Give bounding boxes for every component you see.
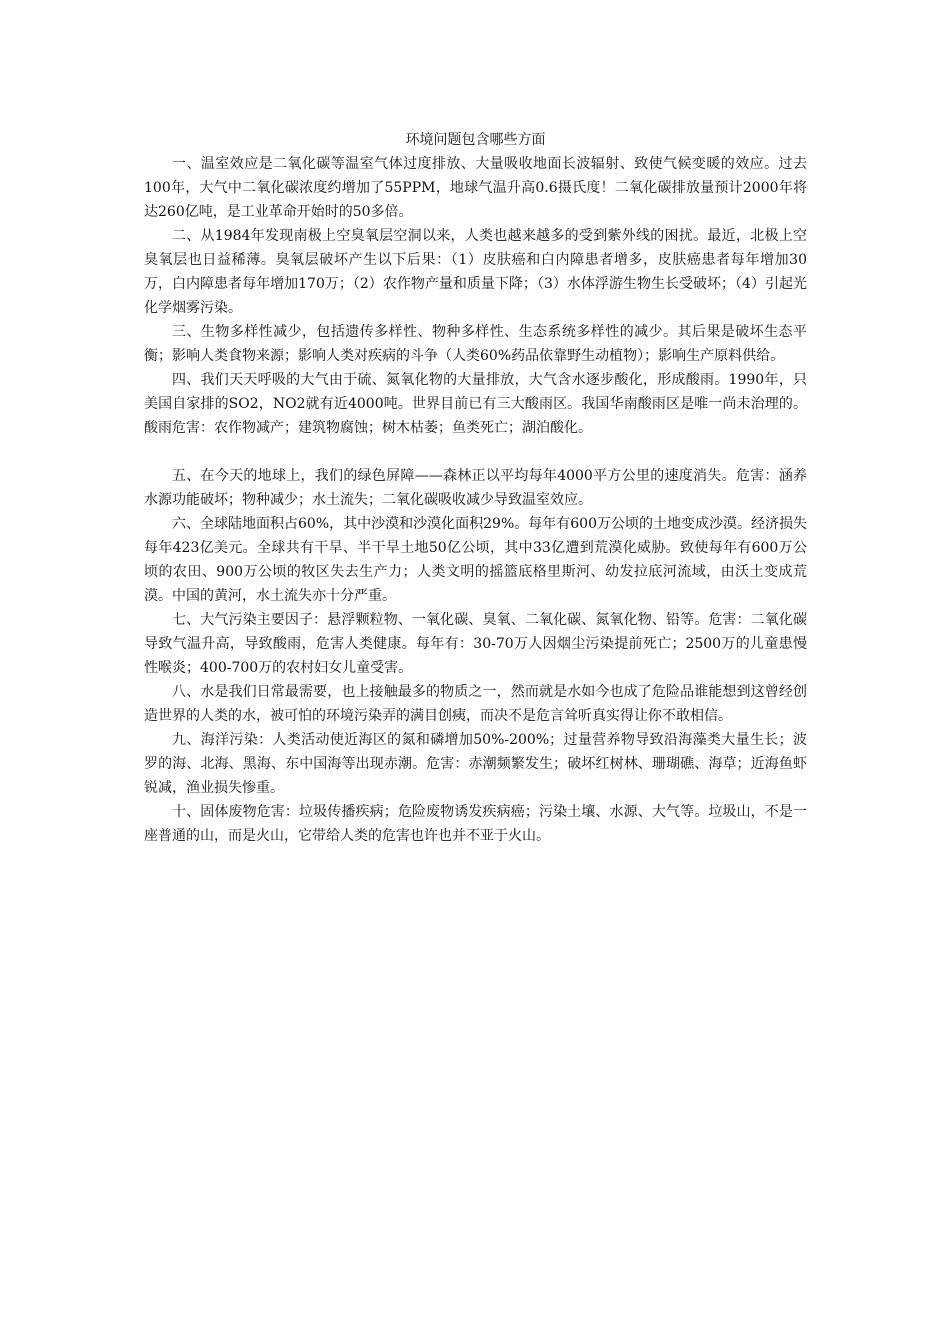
paragraph-solid-waste: 十、固体废物危害：垃圾传播疾病；危险废物诱发疾病癌；污染土壤、水源、大气等。垃圾山，不是一座普通的山，而是火山，它带给人类的危害也许也并不亚于火山。 — [144, 804, 807, 844]
document-title: 环境问题包含哪些方面 — [405, 132, 546, 148]
paragraph-deforestation: 五、在今天的地球上，我们的绿色屏障——森林正以平均每年4000平方公里的速度消失。危害：涵养水源功能破坏；物种减少；水土流失；二氧化碳吸收减少导致温室效应。 — [144, 468, 807, 508]
paragraph-water-pollution: 八、水是我们日常最需要，也上接触最多的物质之一，然而就是水如今也成了危险品谁能想到这曾经创造世界的人类的水，被可怕的环境污染弄的满目创痍，而决不是危言耸听真实得让你不敢相信。 — [144, 684, 807, 724]
paragraph-air-pollution: 七、大气污染主要因子：悬浮颗粒物、一氧化碳、臭氧、二氧化碳、氮氧化物、铅等。危害：二氧化碳导致气温升高，导致酸雨，危害人类健康。每年有：30-70万人因烟尘污染提前死亡；2500万的儿童患慢性喉炎；400-700万的农村妇女儿童受害。 — [144, 612, 807, 676]
paragraph-biodiversity-loss: 三、生物多样性减少，包括遗传多样性、物种多样性、生态系统多样性的减少。其后果是破坏生态平衡；影响人类食物来源；影响人类对疾病的斗争（人类60%药品依靠野生动植物）；影响生产原料供给。 — [144, 324, 807, 364]
paragraph-ocean-pollution: 九、海洋污染：人类活动使近海区的氮和磷增加50%-200%；过量营养物导致沿海藻类大量生长；波罗的海、北海、黑海、东中国海等出现赤潮。危害：赤潮频繁发生；破坏红树林、珊瑚礁、海草；近海鱼虾锐减，渔业损失惨重。 — [144, 732, 807, 796]
paragraph-acid-rain: 四、我们天天呼吸的大气由于硫、氮氧化物的大量排放，大气含水逐步酸化，形成酸雨。1990年，只美国自家排的SO2，NO2就有近4000吨。世界目前已有三大酸雨区。我国华南酸雨区是唯一尚未治理的。酸雨危害：农作物减产；建筑物腐蚀；树木枯萎；鱼类死亡；湖泊酸化。 — [144, 372, 807, 436]
document-page — [144, 128, 807, 848]
paragraph-desertification: 六、全球陆地面积占60%，其中沙漠和沙漠化面积29%。每年有600万公顷的土地变成沙漠。经济损失每年423亿美元。全球共有干旱、半干旱土地50亿公顷，其中33亿遭到荒漠化威胁。致使每年有600万公顷的农田、900万公顷的牧区失去生产力；人类文明的摇篮底格里斯河、幼发拉底河流域，由沃土变成荒漠。中国的黄河，水土流失亦十分严重。 — [144, 516, 807, 604]
paragraph-greenhouse-effect: 一、温室效应是二氧化碳等温室气体过度排放、大量吸收地面长波辐射、致使气候变暖的效应。过去100年，大气中二氧化碳浓度约增加了55PPM，地球气温升高0.6摄氏度！二氧化碳排放量预计2000年将达260亿吨，是工业革命开始时的50多倍。 — [144, 156, 807, 220]
paragraph-ozone-depletion: 二、从1984年发现南极上空臭氧层空洞以来，人类也越来越多的受到紫外线的困扰。最近，北极上空臭氧层也日益稀薄。臭氧层破坏产生以下后果：（1）皮肤癌和白内障患者增多，皮肤癌患者每年增加30万，白内障患者每年增加170万；（2）农作物产量和质量下降；（3）水体浮游生物生长受破坏；（4）引起光化学烟雾污染。 — [144, 228, 807, 316]
